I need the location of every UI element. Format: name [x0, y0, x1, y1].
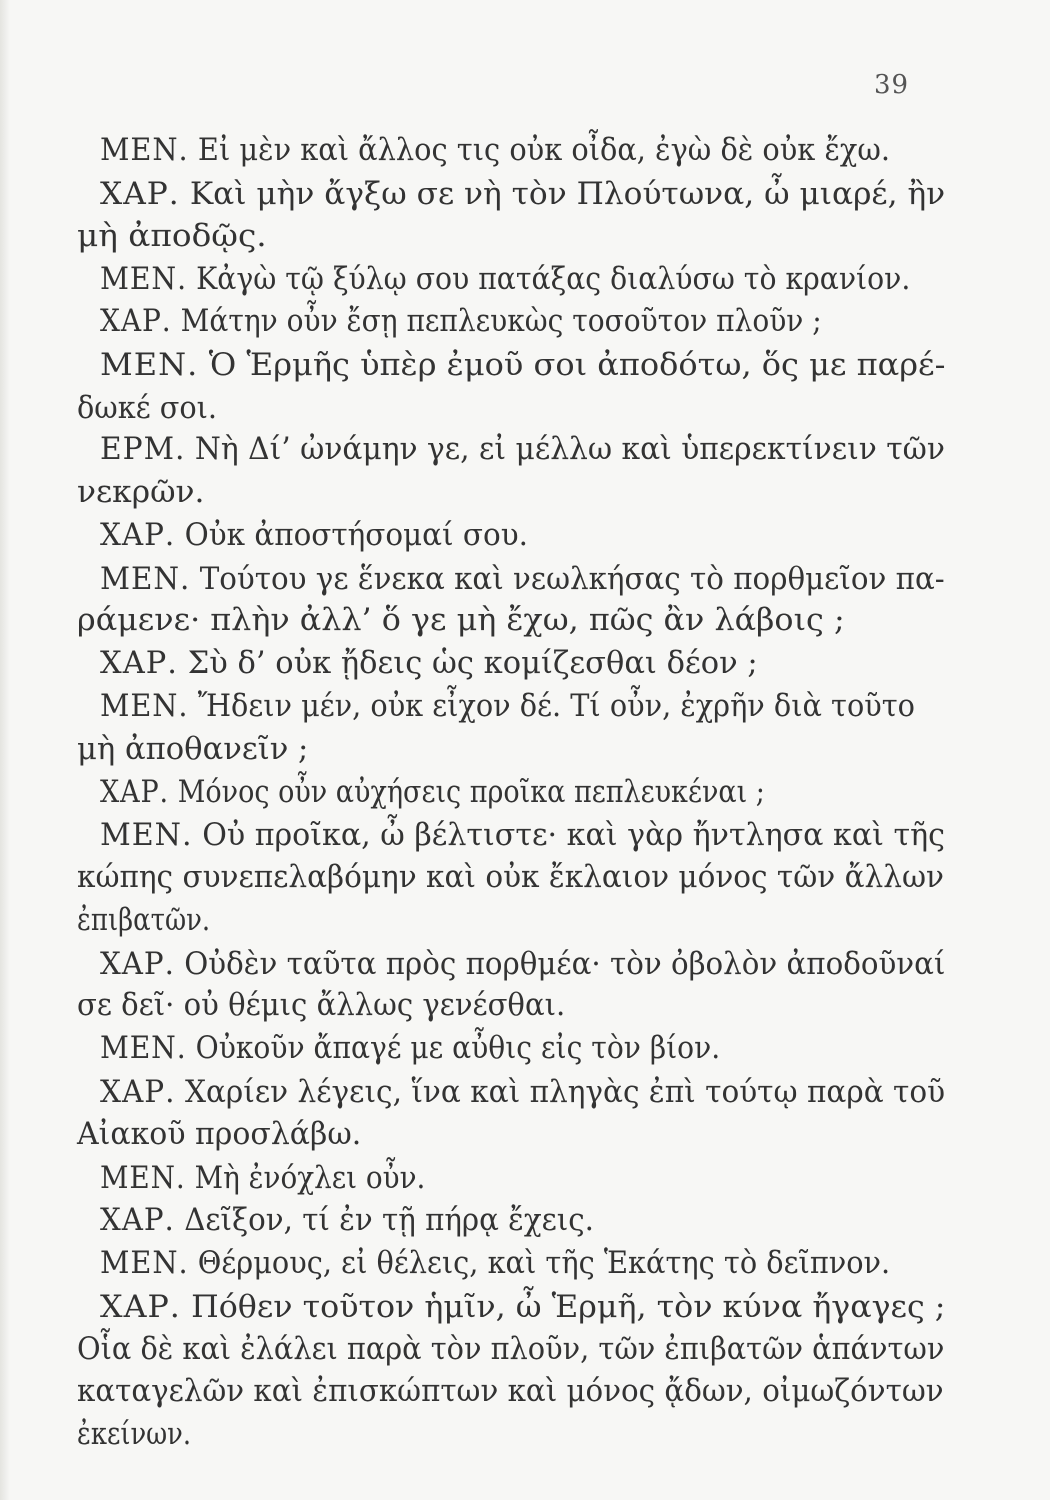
line-text: Ὁ Ἑρμῆς ὑπὲρ ἐμοῦ σοι ἀποδότω, ὅς με παρέ-	[208, 347, 946, 383]
line-text: Κἀγὼ τῷ ξύλῳ σου πατάξας διαλύσω τὸ κρανίον.	[196, 261, 911, 297]
line-text: Οἷα δὲ καὶ ἐλάλει παρὰ τὸν πλοῦν, τῶν ἐπιβατῶν ἁπάντων	[77, 1331, 945, 1367]
speaker-label: ΜΕΝ.	[100, 347, 199, 383]
text-line	[77, 900, 210, 940]
line-text: Οὐκ ἀποστήσομαί σου.	[184, 517, 528, 553]
speaker-label: ΜΕΝ.	[100, 1245, 189, 1281]
line-text: Αἰακοῦ προσλάβω.	[77, 1116, 362, 1152]
text-line	[100, 259, 910, 299]
line-text: Οὐδὲν ταῦτα πρὸς πορθμέα· τὸν ὀβολὸν ἀποδοῦναί	[184, 946, 946, 982]
speaker-label: ΧΑΡ.	[100, 1202, 175, 1238]
text-line	[100, 130, 890, 170]
text-line	[100, 686, 915, 726]
text-line	[77, 729, 308, 769]
text-line	[77, 1114, 361, 1154]
line-text: ἐπιβατῶν.	[77, 902, 211, 938]
text-line	[100, 1028, 720, 1068]
line-text: ράμενε· πλὴν ἀλλ’ ὅ γε μὴ ἔχω, πῶς ἂν λάβοις ;	[77, 602, 845, 638]
speaker-label: ΧΑΡ.	[100, 176, 180, 212]
text-line	[100, 429, 945, 469]
text-line	[77, 1414, 191, 1454]
speaker-label: ΜΕΝ.	[100, 1160, 186, 1196]
speaker-label: ΧΑΡ.	[100, 1074, 176, 1110]
speaker-label: ΜΕΝ.	[100, 561, 191, 597]
speaker-label: ΜΕΝ.	[100, 688, 189, 724]
text-line	[77, 985, 565, 1025]
line-text: κώπης συνεπελαβόμην καὶ οὐκ ἔκλαιον μόνος τῶν ἄλλων	[77, 859, 944, 895]
line-text: Τούτου γε ἕνεκα καὶ νεωλκήσας τὸ πορθμεῖον πα-	[199, 561, 945, 597]
line-text: νεκρῶν.	[77, 474, 205, 510]
text-line	[100, 944, 945, 984]
line-text: Μὴ ἐνόχλει οὖν.	[194, 1160, 426, 1196]
text-line	[100, 1287, 945, 1327]
text-line	[100, 515, 528, 555]
speaker-label: ΕΡΜ.	[100, 431, 186, 467]
line-text: Νὴ Δί’ ὠνάμην γε, εἰ μέλλω καὶ ὑπερεκτίνειν τῶν	[194, 431, 945, 467]
speaker-label: ΧΑΡ.	[100, 774, 170, 810]
line-text: σε δεῖ· οὐ θέμις ἄλλως γενέσθαι.	[77, 987, 566, 1023]
line-text: Πόθεν τοῦτον ἡμῖν, ὦ Ἑρμῆ, τὸν κύνα ἤγαγες ;	[191, 1289, 946, 1325]
line-text: μὴ ἀποθανεῖν ;	[77, 731, 309, 767]
line-text: Οὐκοῦν ἄπαγέ με αὖθις εἰς τὸν βίον.	[195, 1030, 721, 1066]
line-text: Εἰ μὲν καὶ ἄλλος τις οὐκ οἶδα, ἐγὼ δὲ οὐκ ἔχω.	[197, 132, 891, 168]
text-line	[77, 1371, 944, 1411]
text-line	[77, 388, 217, 428]
text-line	[100, 1243, 890, 1283]
line-text: δωκέ σοι.	[77, 390, 218, 426]
line-text: Ἤδειν μέν, οὐκ εἶχον δέ. Τί οὖν, ἐχρῆν διὰ τοῦτο	[197, 688, 915, 724]
text-line	[100, 643, 758, 683]
text-line	[100, 772, 765, 812]
speaker-label: ΜΕΝ.	[100, 1030, 187, 1066]
line-text: Οὐ προῖκα, ὦ βέλτιστε· καὶ γὰρ ἤντλησα καὶ τῆς	[202, 817, 946, 853]
speaker-label: ΜΕΝ.	[100, 261, 187, 297]
speaker-label: ΧΑΡ.	[100, 303, 172, 339]
line-text: Καὶ μὴν ἄγξω σε νὴ τὸν Πλούτωνα, ὦ μιαρέ, ἢν	[189, 176, 946, 212]
line-text: ἐκείνων.	[77, 1416, 192, 1452]
speaker-label: ΜΕΝ.	[100, 817, 193, 853]
text-line	[77, 600, 845, 640]
text-line	[77, 472, 204, 512]
line-text: Μάτην οὖν ἔσῃ πεπλευκὼς τοσοῦτον πλοῦν ;	[180, 303, 822, 339]
speaker-label: ΧΑΡ.	[100, 946, 175, 982]
speaker-label: ΧΑΡ.	[100, 645, 178, 681]
line-text: Δεῖξον, τί ἐν τῇ πήρᾳ ἔχεις.	[184, 1202, 594, 1238]
line-text: Θέρμους, εἰ θέλεις, καὶ τῆς Ἑκάτης τὸ δεῖπνον.	[197, 1245, 891, 1281]
text-line	[100, 1200, 594, 1240]
line-text: μὴ ἀποδῷς.	[77, 218, 267, 254]
text-line	[100, 815, 945, 855]
text-line	[100, 559, 945, 599]
line-text: Χαρίεν λέγεις, ἵνα καὶ πληγὰς ἐπὶ τούτῳ παρὰ τοῦ	[184, 1074, 946, 1110]
text-line	[77, 1329, 944, 1369]
text-line	[100, 1072, 945, 1112]
text-line	[77, 216, 267, 256]
speaker-label: ΜΕΝ.	[100, 132, 189, 168]
text-line	[100, 345, 945, 385]
line-text: Σὺ δ’ οὐκ ᾔδεις ὡς κομίζεσθαι δέον ;	[187, 645, 758, 681]
text-line	[100, 301, 822, 341]
text-line	[77, 857, 944, 897]
page-edge-shadow	[0, 0, 10, 1500]
line-text: καταγελῶν καὶ ἐπισκώπτων καὶ μόνος ᾄδων, οἰμωζόντων	[77, 1373, 944, 1409]
text-line	[100, 1158, 425, 1198]
speaker-label: ΧΑΡ.	[100, 1289, 181, 1325]
text-line	[100, 174, 945, 214]
speaker-label: ΧΑΡ.	[100, 517, 176, 553]
line-text: Μόνος οὖν αὐχήσεις προῖκα πεπλευκέναι ;	[177, 774, 765, 810]
page-number: 39	[874, 70, 910, 100]
